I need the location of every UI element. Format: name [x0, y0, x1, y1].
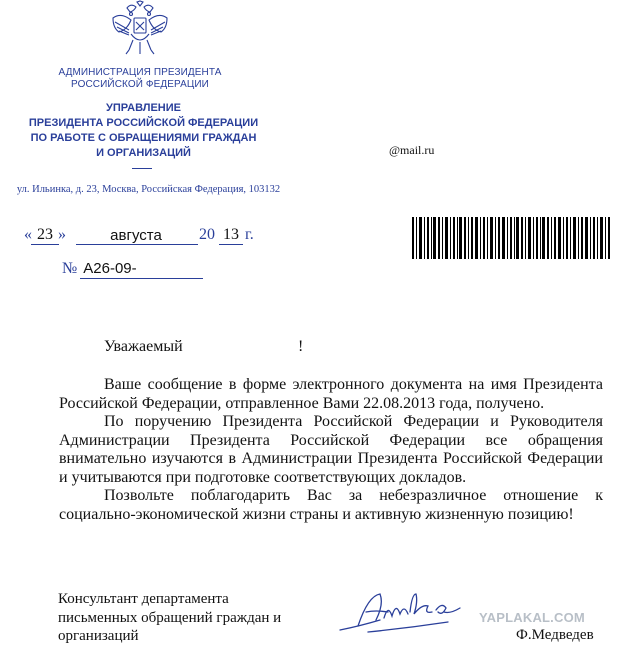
- recipient-email: @mail.ru: [389, 143, 435, 157]
- date-suffix: г.: [245, 226, 254, 243]
- signer-line-2: письменных обращений граждан и: [58, 609, 282, 626]
- letter-body: [59, 376, 603, 524]
- paragraph-2: По поручению Президента Российской Федерации и Руководителя Администрации Президента Российской Федерации все обращения внимательно изучаются в Администрации Президента Российской Федерации и учитываются при подготовке соответствующих докладов.: [59, 413, 603, 486]
- barcode-icon: [412, 217, 610, 259]
- date-close-quote: »: [58, 226, 66, 243]
- address: ул. Ильинка, д. 23, Москва, Российская Федерация, 103132: [16, 184, 281, 195]
- date-open-quote: «: [24, 226, 32, 243]
- org-line-2: РОССИЙСКОЙ ФЕДЕРАЦИИ: [71, 79, 209, 90]
- dept-line-3: ПО РАБОТЕ С ОБРАЩЕНИЯМИ ГРАЖДАН: [30, 132, 257, 144]
- signer-title: [58, 590, 281, 646]
- coat-of-arms-icon: [103, 0, 177, 58]
- signature-name: Ф.Медведев: [516, 627, 594, 643]
- greeting-exclamation: !: [298, 338, 304, 355]
- date-day: 23: [37, 226, 53, 243]
- doc-number-label: №: [62, 260, 78, 277]
- document-number: [62, 260, 137, 278]
- signer-line-1: Консультант департамента: [58, 591, 229, 607]
- date-year: 13: [223, 226, 239, 243]
- date-month: августа: [110, 227, 162, 244]
- org-line-1: АДМИНИСТРАЦИЯ ПРЕЗИДЕНТА: [58, 67, 222, 78]
- greeting: Уважаемый: [104, 338, 183, 355]
- department-name: [6, 101, 281, 161]
- dept-line-4: И ОРГАНИЗАЦИЙ: [96, 147, 191, 159]
- dept-line-1: УПРАВЛЕНИЕ: [106, 102, 181, 114]
- paragraph-3: Позвольте поблагодарить Вас за небезразличное отношение к социально-экономической жизни страны и активную жизненную позицию!: [59, 487, 603, 523]
- signer-line-3: организаций: [58, 628, 139, 644]
- doc-number-value: А26-09-: [83, 260, 137, 277]
- handwritten-signature: [338, 588, 463, 638]
- watermark: YAPLAKAL.COM: [479, 610, 585, 625]
- header-divider: [132, 168, 152, 169]
- paragraph-1: Ваше сообщение в форме электронного документа на имя Президента Российской Федерации, отправленное Вами 22.08.2013 года, получено.: [59, 376, 603, 412]
- date-year-underline: [219, 244, 243, 245]
- date-century: 20: [199, 226, 215, 243]
- dept-line-2: ПРЕЗИДЕНТА РОССИЙСКОЙ ФЕДЕРАЦИИ: [28, 117, 259, 129]
- date-day-underline: [31, 244, 59, 245]
- organization-name: [30, 67, 250, 91]
- date-month-underline: [76, 244, 198, 245]
- doc-number-underline: [80, 278, 203, 279]
